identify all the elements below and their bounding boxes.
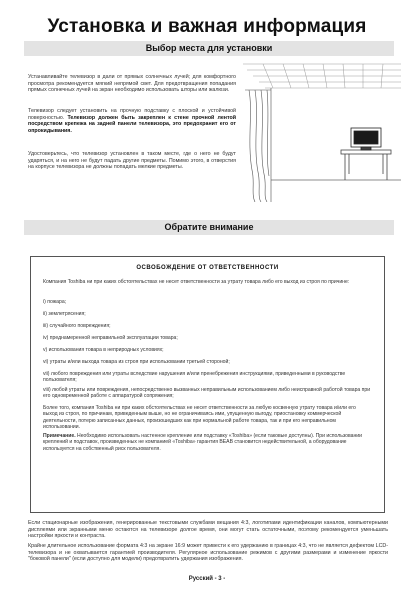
disclaimer-item: iii) случайного повреждения; <box>43 323 111 329</box>
disclaimer-note <box>43 433 371 452</box>
section-header-attention: Обратите внимание <box>24 220 394 235</box>
paragraph-stand-text: Телевизор следует установить на прочную подставку с плоской и устойчивой поверхностью. <box>28 108 236 121</box>
note-text: Необходимо использовать настенное крепление или подставку «Toshiba» (если таковые доступны). При использовании креплений и подставок, произведенных не компанией «Toshiba» гарантия BEAB становится недействительной, а оборудование используется на собственный риск пользователя. <box>43 433 362 452</box>
disclaimer-item: ii) землетрясения; <box>43 311 86 317</box>
section-header-placement: Выбор места для установки <box>24 41 394 56</box>
paragraph-stand <box>28 108 236 134</box>
disclaimer-item: vi) утраты и/или выхода товара из строя при использовании третьей стороной; <box>43 359 230 365</box>
paragraph-sunlight: Устанавливайте телевизор в дали от прямых солнечных лучей; для комфортного просмотра рекомендуется мягкий непрямой свет. Для предотвращения попадания прямых солнечных лучей на экран необходимо использовать шторы или жалюзи. <box>28 74 236 94</box>
paragraph-stand-warning: Телевизор должен быть закреплен к стене прочной лентой посредством крепежа на задней панели телевизора, это предохранит его от опрокидывания. <box>28 114 236 134</box>
page-title: Установка и важная информация <box>47 16 367 37</box>
note-label: Примечание. <box>43 433 76 439</box>
disclaimer-consequential: Более того, компания Toshiba ни при каких обстоятельствах не несет ответственности за любую косвенную утрату товара и/или его выход из строя, по причинам, приведенным выше, но не ограничиваясь ими, упущенную выгоду, приостановку коммерческой деятельности, потерю записанных данных, произошедших как при нормальной работе товара, так и при его неправильном использовании. <box>43 405 356 431</box>
room-illustration <box>243 62 401 202</box>
disclaimer-title: ОСВОБОЖДЕНИЕ ОТ ОТВЕТСТВЕННОСТИ <box>136 265 279 271</box>
paragraph-location: Удостоверьтесь, что телевизор установлен в таком месте, где о него не будут ударяться, и на него не будут падать другие предметы. Помимо этого, в отверстия на корпусе телевизора не должны попадать мелкие предметы. <box>28 151 236 171</box>
disclaimer-item: v) использования товара в неприродных условиях; <box>43 347 164 353</box>
disclaimer-item: viii) любой утраты или повреждения, непосредственно вызванных неправильным использованием либо неисправной работой товара при его одновременной работе с аппаратурой сопряжения; <box>43 387 371 400</box>
disclaimer-intro: Компания Toshiba ни при каких обстоятельствах не несет ответственности за утрату товара либо его выход из строя по причине: <box>43 279 350 285</box>
page-number: Русский - 3 - <box>188 576 226 582</box>
disclaimer-item: vii) любого повреждения или утраты вследствие нарушения и/или пренебрежения инструкциями, приведенными в руководстве пользователя; <box>43 371 346 384</box>
paragraph-aspect-ratio: Крайне длительное использование формата 4:3 на экране 16:9 может привести к его удержанию в границах 4:3, что не является дефектом LCD-телевизора и не охватывается гарантией производителя. Регулярное использование режимов с другими размерами и изменение яркости "боковой панели" (если доступно для модели) предотвратить удержания изображения. <box>28 543 388 563</box>
disclaimer-frame <box>30 256 385 513</box>
disclaimer-item: iv) преднамеренной неправильной эксплуатации товара; <box>43 335 178 341</box>
paragraph-static-images: Если стационарные изображения, генерированные текстовыми службами вещания 4:3, логотипами идентификации каналов, компьютерными дисплеями или экранными меню остаются на телевизоре долгое время, они могут стать остаточными, поэтому рекомендуется уменьшать настройки яркости и контраста. <box>28 520 388 540</box>
disclaimer-item: i) пожара; <box>43 299 67 305</box>
